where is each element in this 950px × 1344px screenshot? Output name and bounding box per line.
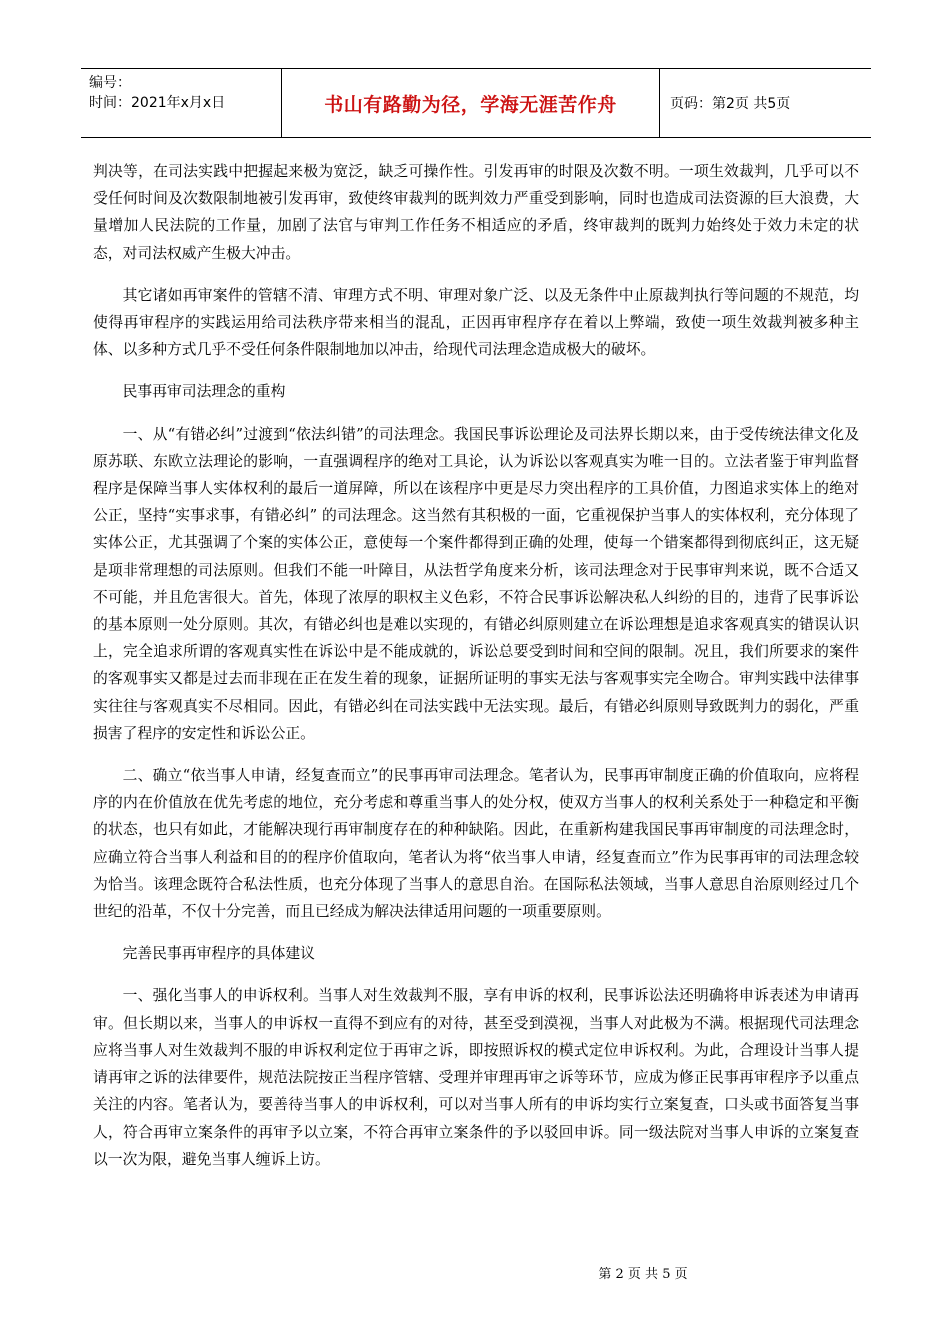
section-heading: 完善民事再审程序的具体建议 (122, 945, 315, 963)
header-motto: 书山有路勤为径，学海无涯苦作舟 (282, 69, 660, 137)
body-paragraph: 其它诸如再审案件的管辖不清、审理方式不明、审理对象广泛、以及无条件中止原裁判执行等问题的不规范，均使得再审程序的实践运用给司法秩序带来相当的混乱，正因再审程序存在着以上弊端，致使一项生效裁判被多种主体、以多种方式几乎不受任何条件限制地加以冲击，给现代司法理念造成极大的破坏。 (93, 286, 859, 359)
body-paragraph: 一、从“有错必纠”过渡到“依法纠错”的司法理念。我国民事诉讼理论及司法界长期以来，由于受传统法律文化及原苏联、东欧立法理论的影响，一直强调程序的绝对工具论，认为诉讼以客观真实为唯一目的。立法者鉴于审判监督程序是保障当事人实体权利的最后一道屏障，所以在该程序中更是尽力突出程序的工具价值，力图追求实体上的绝对公正，坚持“实事求事，有错必纠” 的司法理念。这当然有其积极的一面，它重视保护当事人的实体权利，充分体现了实体公正，尤其强调了个案的实体公正，意使每一个案件都得到正确的处理，使每一个错案都得到彻底纠正，这无疑是项非常理想的司法原则。但我们不能一叶障目，从法哲学角度来分析，该司法理念对于民事审判来说，既不合适又不可能，并且危害很大。首先，体现了浓厚的职权主义色彩，不符合民事诉讼解决私人纠纷的目的，违背了民事诉讼的基本原则一处分原则。其次，有错必纠也是难以实现的，有错必纠原则建立在诉讼理想是追求客观真实的错误认识上，完全追求所谓的客观真实性在诉讼中是不能成就的，诉讼总要受到时间和空间的限制。况且，我们所要求的案件的客观事实又都是过去而非现在正在发生着的现象，证据所证明的事实无法与客观事实完全吻合。审判实践中法律事实往往与客观真实不尽相同。因此，有错必纠在司法实践中无法实现。最后，有错必纠原则导致既判力的弱化，严重损害了程序的安定性和诉讼公正。 (93, 425, 859, 742)
document-number-label: 编号： (89, 75, 131, 91)
document-date-label: 时间：2021年x月x日 (89, 95, 226, 111)
document-body (93, 158, 859, 1188)
header-meta (81, 69, 282, 137)
page-footer: 第 2 页 共 5 页 (598, 1267, 688, 1282)
page-header (81, 68, 871, 138)
header-page-label: 页码：第2页 共5页 (670, 96, 791, 112)
body-paragraph: 判决等，在司法实践中把握起来极为宽泛，缺乏可操作性。引发再审的时限及次数不明。一项生效裁判，几乎可以不受任何时间及次数限制地被引发再审，致使终审裁判的既判效力严重受到影响，同时也造成司法资源的巨大浪费，大量增加人民法院的工作量，加剧了法官与审判工作任务不相适应的矛盾，终审裁判的既判力始终处于效力未定的状态，对司法权威产生极大冲击。 (93, 163, 859, 262)
body-paragraph: 二、确立“依当事人申请，经复查而立”的民事再审司法理念。笔者认为，民事再审制度正确的价值取向，应将程序的内在价值放在优先考虑的地位，充分考虑和尊重当事人的处分权，使双方当事人的权利关系处于一种稳定和平衡的状态，也只有如此，才能解决现行再审制度存在的种种缺陷。因此，在重新构建我国民事再审制度的司法理念时，应确立符合当事人利益和目的的程序价值取向，笔者认为将“依当事人申请，经复查而立”作为民事再审的司法理念较为恰当。该理念既符合私法性质，也充分体现了当事人的意思自治。在国际私法领域，当事人意思自治原则经过几个世纪的沿革，不仅十分完善，而且已经成为解决法律适用问题的一项重要原则。 (93, 767, 859, 921)
section-heading: 民事再审司法理念的重构 (122, 383, 286, 401)
body-paragraph: 一、强化当事人的申诉权利。当事人对生效裁判不服，享有申诉的权利，民事诉讼法还明确将申诉表述为申请再审。但长期以来，当事人的申诉权一直得不到应有的对待，甚至受到漠视，当事人对此极为不满。根据现代司法理念应将当事人对生效裁判不服的申诉权利定位于再审之诉，即按照诉权的模式定位申诉权利。为此，合理设计当事人提请再审之诉的法律要件，规范法院按正当程序管辖、受理并审理再审之诉等环节，应成为修正民事再审程序予以重点关注的内容。笔者认为，要善待当事人的申诉权利，可以对当事人所有的申诉均实行立案复查，口头或书面答复当事人，符合再审立案条件的再审予以立案，不符合再审立案条件的予以驳回申诉。同一级法院对当事人申诉的立案复查以一次为限，避免当事人缠诉上访。 (93, 987, 859, 1168)
